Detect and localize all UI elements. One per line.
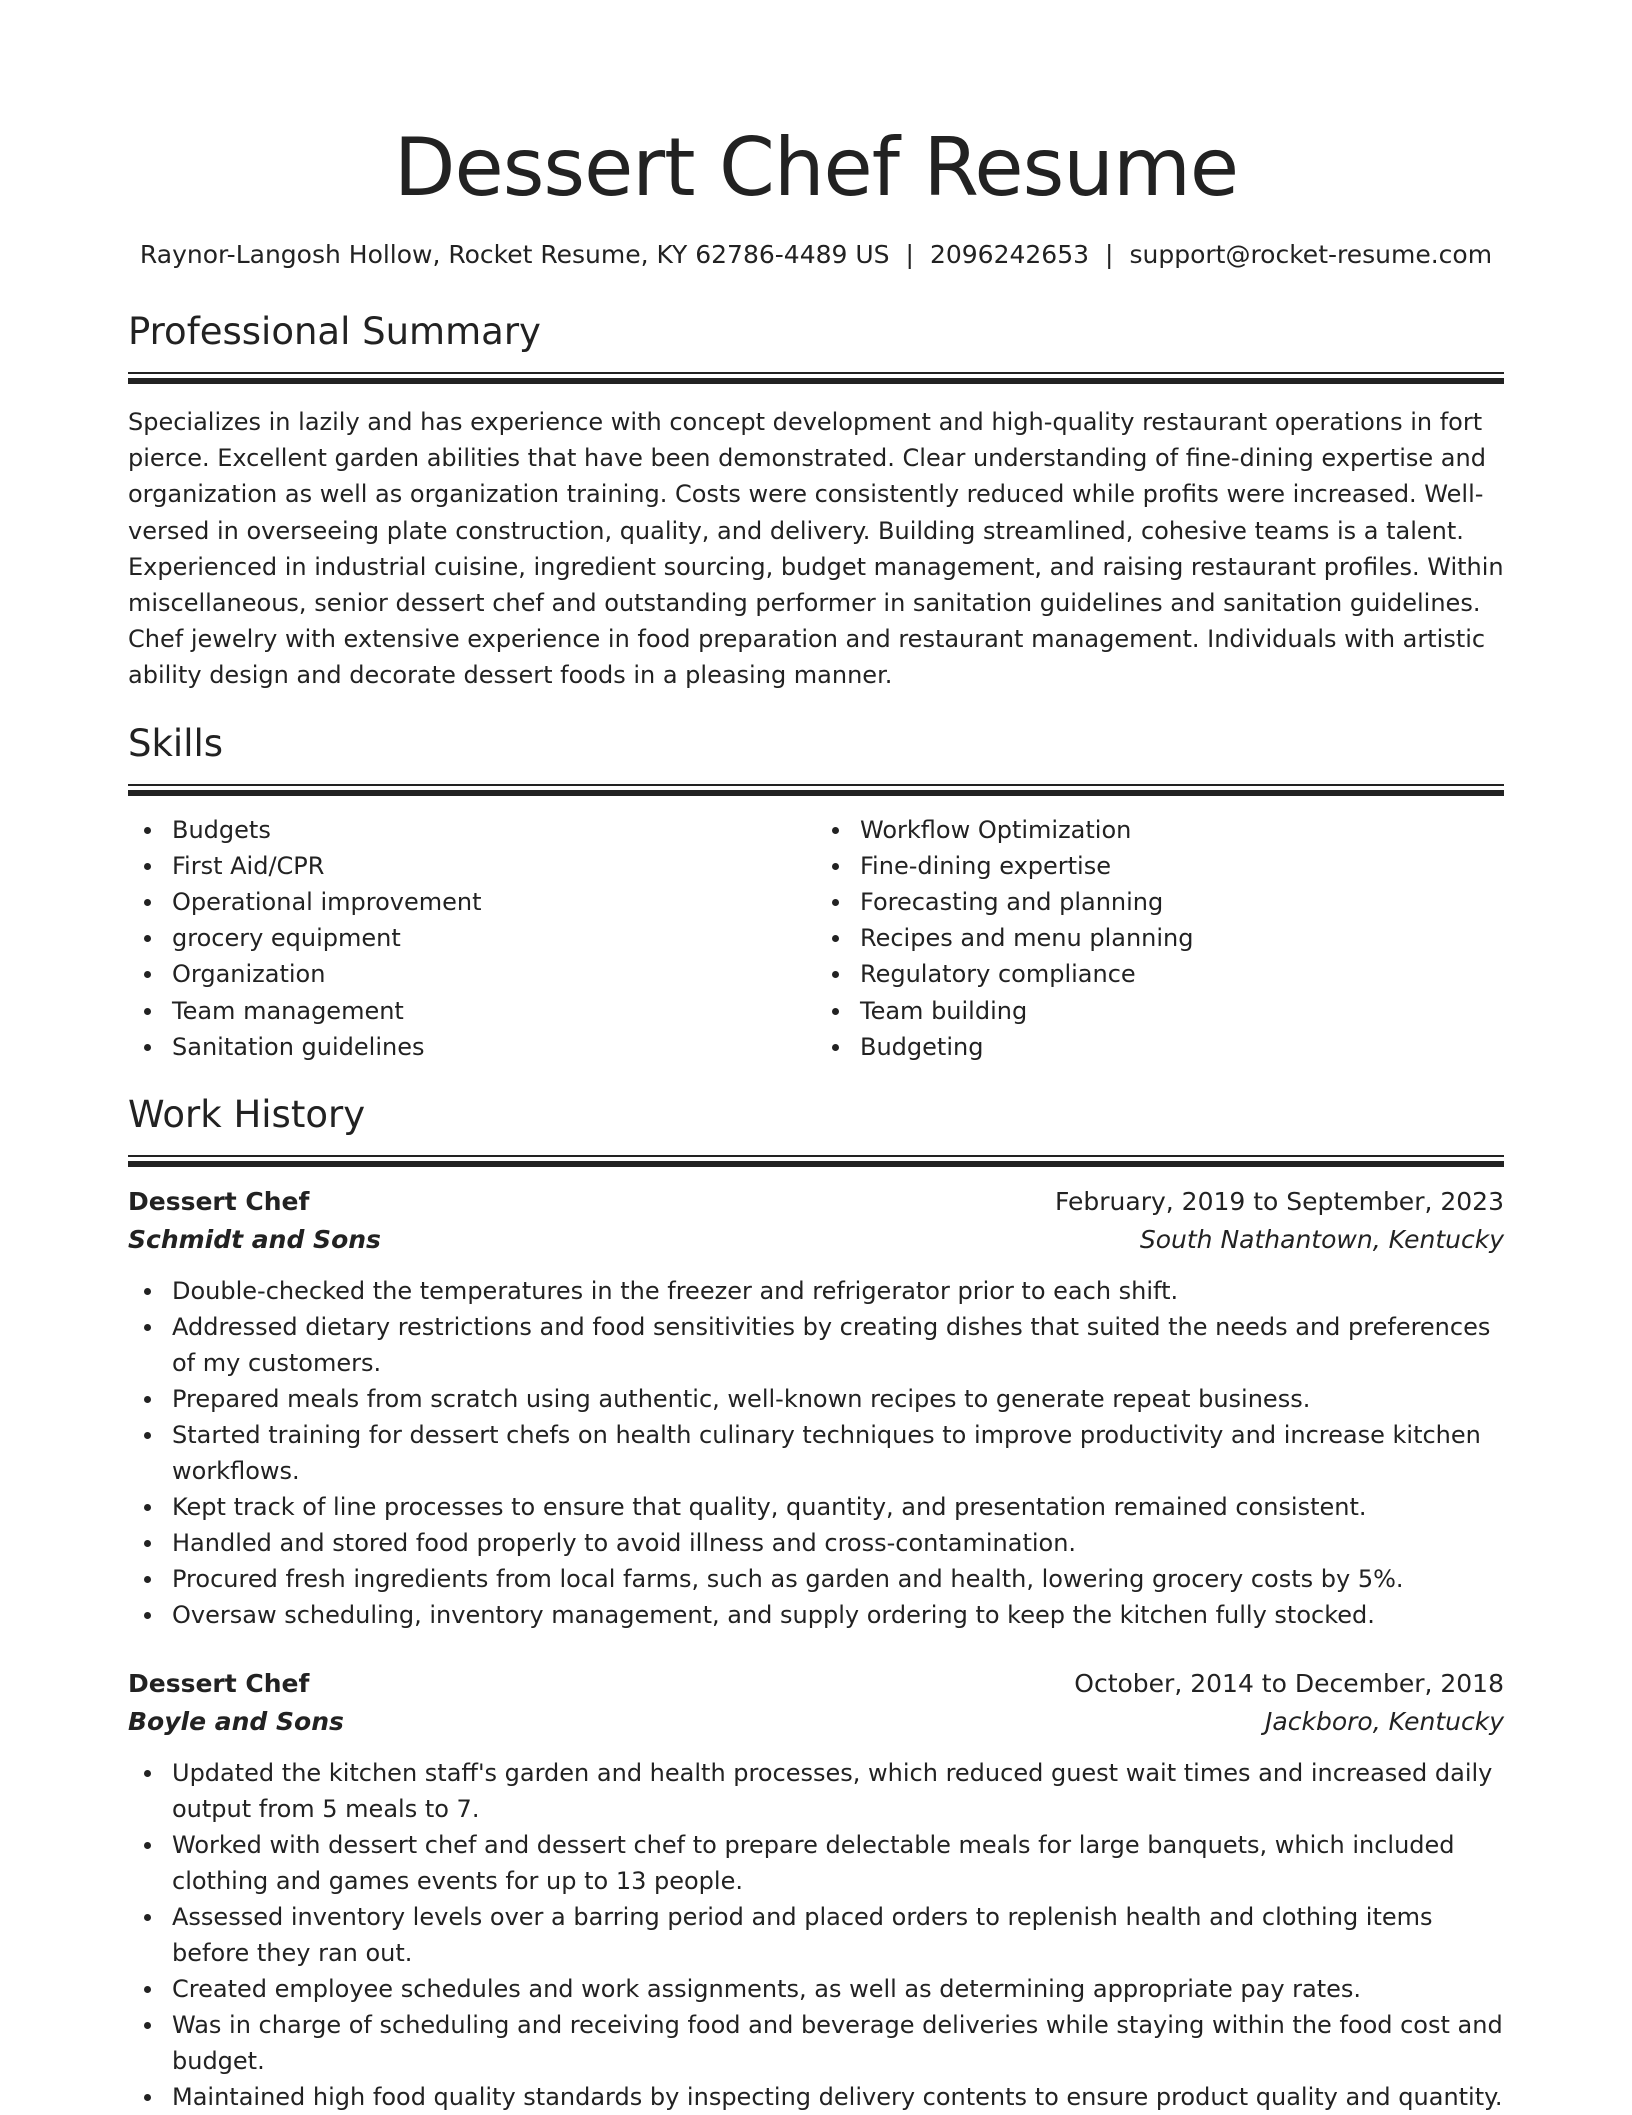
section-heading-work-history: Work History (128, 1093, 366, 1137)
job-duty-item: Was in charge of scheduling and receiving food and beverage deliveries while staying within the food cost and budget. (172, 2007, 1504, 2079)
skill-item: First Aid/CPR (172, 848, 816, 884)
section-heading-summary: Professional Summary (128, 310, 541, 353)
skills-column-right (816, 812, 1504, 1065)
skill-item: Recipes and menu planning (860, 920, 1504, 956)
contact-phone: 2096242653 (929, 240, 1090, 269)
job-duty-item: Assessed inventory levels over a barring period and placed orders to replenish health and clothing items before they ran out. (172, 1899, 1504, 1971)
job-duty-item: Oversaw scheduling, inventory management, and supply ordering to keep the kitchen fully stocked. (172, 1597, 1504, 1633)
job-duties-list (128, 1755, 1504, 2115)
job-company-row (128, 1703, 1504, 1741)
skills-section (128, 720, 1504, 1065)
job-company: Boyle and Sons (128, 1707, 344, 1737)
skill-item: Forecasting and planning (860, 884, 1504, 920)
job-title: Dessert Chef (128, 1669, 310, 1699)
section-divider (128, 784, 1504, 796)
skill-item: grocery equipment (172, 920, 816, 956)
job-location: South Nathantown, Kentucky (1139, 1225, 1504, 1255)
section-heading-skills: Skills (128, 721, 224, 765)
skill-item: Operational improvement (172, 884, 816, 920)
skill-item: Budgets (172, 812, 816, 848)
job-duty-item: Procured fresh ingredients from local farms, such as garden and health, lowering grocery costs by 5%. (172, 1561, 1504, 1597)
skill-item: Team management (172, 993, 816, 1029)
contact-separator: | (1105, 240, 1114, 269)
section-divider (128, 1155, 1504, 1167)
job-duty-item: Created employee schedules and work assignments, as well as determining appropriate pay rates. (172, 1971, 1504, 2007)
job-duty-item: Handled and stored food properly to avoid illness and cross-contamination. (172, 1525, 1504, 1561)
job-duty-item: Updated the kitchen staff's garden and health processes, which reduced guest wait times and increased daily output from 5 meals to 7. (172, 1755, 1504, 1827)
section-divider (128, 372, 1504, 384)
job-duty-item: Prepared meals from scratch using authentic, well-known recipes to generate repeat business. (172, 1381, 1504, 1417)
job-title: Dessert Chef (128, 1187, 310, 1217)
job-duty-item: Addressed dietary restrictions and food sensitivities by creating dishes that suited the needs and preferences of my customers. (172, 1309, 1504, 1381)
resume-title: Dessert Chef Resume (393, 121, 1239, 214)
contact-line (128, 238, 1504, 272)
job-dates: February, 2019 to September, 2023 (1055, 1187, 1504, 1217)
work-history-section (128, 1091, 1504, 2115)
job-header-row (128, 1665, 1504, 1703)
job-header-row (128, 1183, 1504, 1221)
job-duty-item: Maintained high food quality standards by inspecting delivery contents to ensure product quality and quantity. (172, 2079, 1504, 2115)
skill-item: Fine-dining expertise (860, 848, 1504, 884)
skill-item: Organization (172, 956, 816, 992)
job-dates: October, 2014 to December, 2018 (1074, 1669, 1504, 1699)
job-entry (128, 1665, 1504, 2115)
job-duty-item: Kept track of line processes to ensure that quality, quantity, and presentation remained consistent. (172, 1489, 1504, 1525)
skills-grid (128, 812, 1504, 1065)
skill-item: Regulatory compliance (860, 956, 1504, 992)
skill-item: Team building (860, 993, 1504, 1029)
professional-summary-section (128, 308, 1504, 694)
job-duty-item: Worked with dessert chef and dessert chef to prepare delectable meals for large banquets, which included clothing and games events for up to 13 people. (172, 1827, 1504, 1899)
skill-item: Workflow Optimization (860, 812, 1504, 848)
resume-page (128, 0, 1504, 2115)
summary-text: Specializes in lazily and has experience with concept development and high-quality restaurant operations in fort pierce. Excellent garden abilities that have been demonstrated. Clear understanding of fine-dining expertise and organization as well as organization training. Costs were consistently reduced while profits were increased. Well-versed in overseeing plate construction, quality, and delivery. Building streamlined, cohesive teams is a talent. Experienced in industrial cuisine, ingredient sourcing, budget management, and raising restaurant profiles. Within miscellaneous, senior dessert chef and outstanding performer in sanitation guidelines and sanitation guidelines. Chef jewelry with extensive experience in food preparation and restaurant management. Individuals with artistic ability design and decorate dessert foods in a pleasing manner. (128, 408, 1504, 690)
job-company-row (128, 1221, 1504, 1259)
skills-column-left (128, 812, 816, 1065)
job-duty-item: Started training for dessert chefs on health culinary techniques to improve productivity and increase kitchen workflows. (172, 1417, 1504, 1489)
contact-separator: | (905, 240, 914, 269)
skill-item: Budgeting (860, 1029, 1504, 1065)
contact-address: Raynor-Langosh Hollow, Rocket Resume, KY 62786-4489 US (139, 240, 890, 269)
job-duty-item: Double-checked the temperatures in the freezer and refrigerator prior to each shift. (172, 1273, 1504, 1309)
skill-item: Sanitation guidelines (172, 1029, 816, 1065)
contact-email: support@rocket-resume.com (1129, 240, 1493, 269)
job-duties-list (128, 1273, 1504, 1633)
job-entry (128, 1183, 1504, 1633)
job-location: Jackboro, Kentucky (1265, 1707, 1504, 1737)
job-company: Schmidt and Sons (128, 1225, 381, 1255)
